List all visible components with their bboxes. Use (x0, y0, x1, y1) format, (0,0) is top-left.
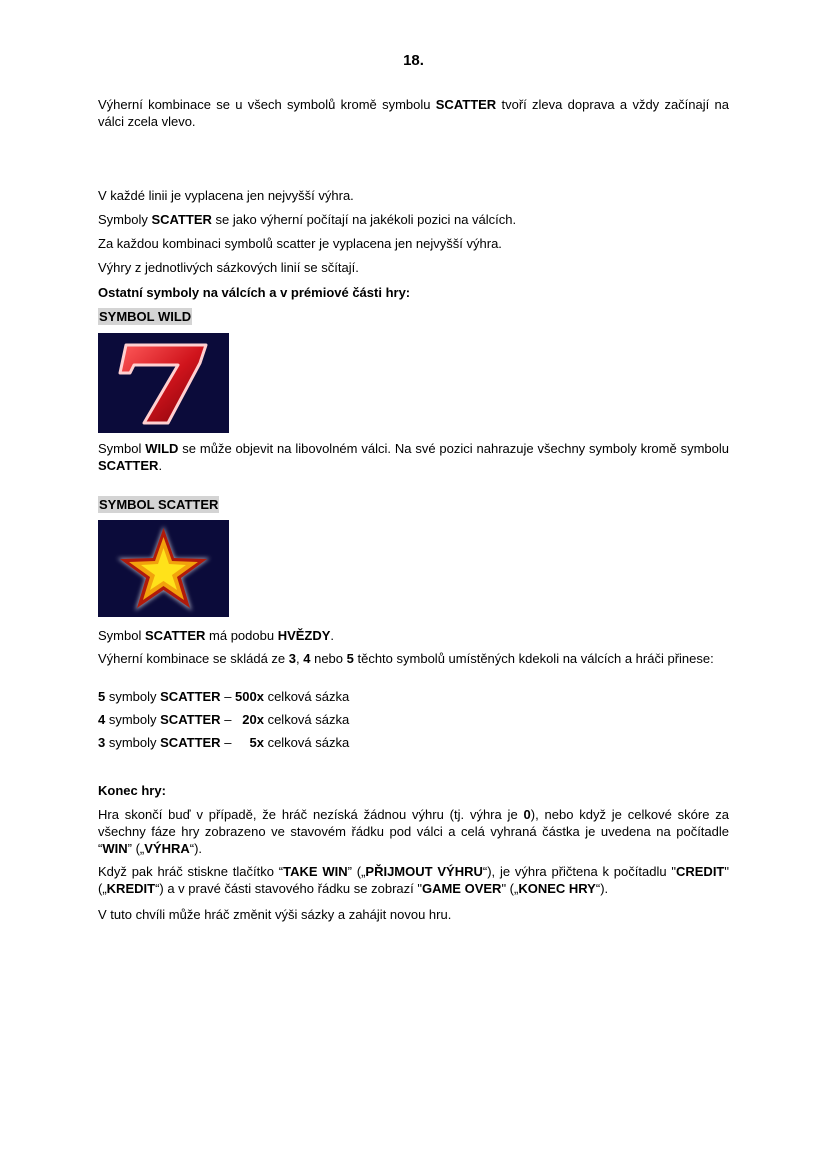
wild-description (98, 440, 729, 474)
paragraph-wins-sum (98, 259, 729, 276)
bold-text: CREDIT (675, 864, 725, 879)
bold-text: KREDIT (106, 881, 156, 896)
text: – (220, 712, 243, 727)
heading-symbol-scatter: SYMBOL SCATTER (99, 497, 219, 512)
bold-text: TAKE WIN (283, 864, 348, 879)
text: . (330, 628, 335, 643)
bold-text: WIN (102, 841, 128, 856)
bold-text: 20x (242, 712, 264, 727)
bold-text: 5 (98, 689, 106, 704)
text: Symbol (98, 628, 145, 643)
paragraph-scatter-combination (98, 235, 729, 252)
text: " („ (501, 881, 519, 896)
text: , (296, 651, 304, 666)
bold-text: SCATTER (160, 735, 221, 750)
bold-text: 3 (288, 651, 297, 666)
wild-seven-image (98, 333, 229, 433)
bold-text: HVĚZDY (277, 628, 331, 643)
paragraph-take-win (98, 863, 729, 897)
payout-4-scatter (98, 711, 729, 728)
text: Symbol (98, 441, 146, 456)
scatter-combination-description (98, 650, 729, 667)
bold-text: 4 (98, 712, 106, 727)
bold-text: 0 (523, 807, 531, 822)
heading-symbol-wild: SYMBOL WILD (99, 309, 192, 324)
text: celková sázka (263, 712, 350, 727)
payout-3-scatter (98, 734, 729, 751)
section-title-other-symbols (98, 284, 729, 301)
bold-text: 4 (303, 651, 311, 666)
scatter-description (98, 627, 729, 644)
bold-text: SCATTER (160, 712, 221, 727)
scatter-star-image (98, 520, 229, 617)
bold-text: VÝHRA (144, 841, 190, 856)
paragraph-game-end (98, 806, 729, 857)
text: Za každou kombinaci symbolů scatter je vyplacena jen nejvyšší výhra. (98, 236, 502, 251)
bold-text: WILD (145, 441, 179, 456)
text: ), nebo když je celkové skóre za všechny fáze hry zobrazeno ve stavovém řádku pod válci a celá vyhraná částka je uvedena na počítadle “ (98, 807, 729, 856)
bold-text: SCATTER (98, 458, 159, 473)
text: symboly (105, 735, 161, 750)
bold-text: SCATTER (160, 689, 221, 704)
text: V tuto chvíli může hráč změnit výši sázky a zahájit novou hru. (98, 907, 452, 922)
page-number: 18. (403, 52, 424, 69)
text: Symboly (98, 212, 152, 227)
bold-text: GAME OVER (421, 881, 502, 896)
text: Výhry z jednotlivých sázkových linií se sčítají. (98, 260, 359, 275)
text: symboly (105, 712, 161, 727)
text: Výherní kombinace se u všech symbolů kromě symbolu (98, 97, 436, 112)
text: – (220, 689, 236, 704)
bold-text: Konec hry: (98, 783, 166, 798)
bold-text: SCATTER (144, 628, 206, 643)
text: ” („ (127, 841, 145, 856)
text: Hra skončí buď v případě, že hráč nezíská žádnou výhru (tj. výhra je (98, 807, 524, 822)
paragraph-highest-win (98, 187, 729, 204)
seven-icon (98, 333, 229, 433)
text: má podobu (205, 628, 278, 643)
text: celková sázka (263, 689, 350, 704)
bold-text: Ostatní symboly na válcích a v prémiové části hry: (98, 285, 411, 300)
text: těchto symbolů umístěných kdekoli na válcích a hráči přinese: (353, 651, 714, 666)
paragraph-intro (98, 96, 729, 130)
bold-text: SCATTER (435, 97, 497, 112)
bold-text: SCATTER (151, 212, 212, 227)
text: “). (595, 881, 609, 896)
heading-symbol-wild-wrap (98, 308, 729, 325)
text: " („ (98, 864, 729, 896)
text: celková sázka (263, 735, 350, 750)
text: V každé linii je vyplacena jen nejvyšší výhra. (98, 188, 354, 203)
bold-text: 5x (249, 735, 264, 750)
text: “) a v pravé části stavového řádku se zobrazí " (155, 881, 422, 896)
text: “), je výhra přičtena k počítadlu " (482, 864, 676, 879)
text: nebo (310, 651, 347, 666)
text: Když pak hráč stiskne tlačítko “ (98, 864, 284, 879)
text: ” („ (347, 864, 366, 879)
bold-text: 500x (235, 689, 264, 704)
bold-text: PŘIJMOUT VÝHRU (365, 864, 483, 879)
section-title-game-end (98, 782, 729, 799)
payout-5-scatter (98, 688, 729, 705)
bold-text: KONEC HRY (518, 881, 596, 896)
text: se může objevit na libovolném válci. Na své pozici nahrazuje všechny symboly kromě symbolu (178, 441, 729, 456)
heading-symbol-scatter-wrap (98, 496, 729, 513)
bold-text: 5 (346, 651, 354, 666)
text: se jako výherní počítají na jakékoli pozici na válcích. (211, 212, 517, 227)
text: tvoří zleva doprava a vždy začínají na válci zcela vlevo. (98, 97, 729, 129)
text: . (158, 458, 163, 473)
paragraph-new-game (98, 906, 729, 923)
bold-text: 3 (98, 735, 106, 750)
text: Výherní kombinace se skládá ze (98, 651, 289, 666)
text: – (220, 735, 250, 750)
star-icon (98, 520, 229, 617)
text: “). (189, 841, 203, 856)
paragraph-scatter-any-position (98, 211, 729, 228)
text: symboly (105, 689, 161, 704)
